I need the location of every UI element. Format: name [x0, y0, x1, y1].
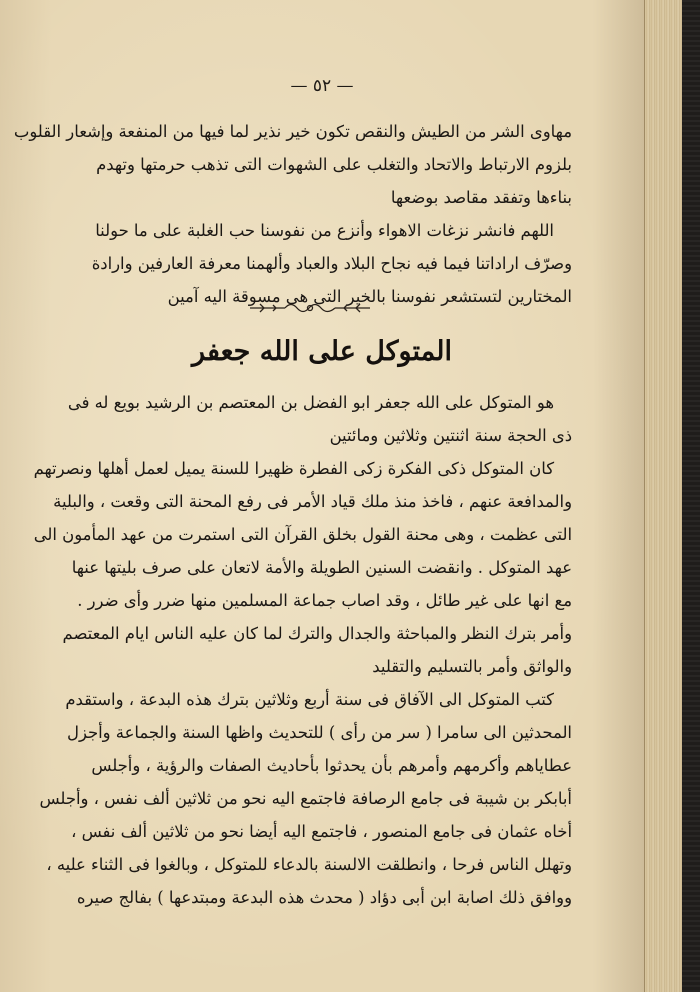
- section-divider-ornament: [245, 298, 375, 318]
- text-line: أخاه عثمان فى جامع المنصور ، فاجتمع اليه أيضا نحو من ثلاثين ألف نفس ،: [71, 822, 572, 841]
- book-spine: [682, 0, 700, 992]
- text-line: والمدافعة عنهم ، فاخذ منذ ملك قياد الأمر فى رفع المحنة التى وقعت ، والبلية: [53, 492, 572, 511]
- text-line: وصرّف اراداتنا فيما فيه نجاح البلاد والعباد وألهمنا معرفة العارفين وارادة: [91, 254, 572, 273]
- text-line: بناءها وتفقد مقاصد بوضعها: [390, 188, 572, 207]
- text-line: اللهم فانشر نزغات الاهواء وأنزع من نفوسنا حب الغلبة على ما حولنا: [95, 221, 554, 240]
- text-line: بلزوم الارتباط والاتحاد والتغلب على الشهوات التى تذهب حرمتها وتهدم: [96, 155, 572, 174]
- text-line: ووافق ذلك اصابة ابن أبى دؤاد ( محدث هذه البدعة ومبتدعها ) بفالج صيره: [76, 888, 572, 907]
- chapter-heading: المتوكل على الله جعفر: [192, 336, 452, 367]
- text-line: هو المتوكل على الله جعفر ابو الفضل بن المعتصم بن الرشيد بويع له فى: [67, 393, 554, 412]
- text-line: المحدثين الى سامرا ( سر من رأى ) للتحديث واظها السنة والجماعة وأجزل: [67, 723, 572, 742]
- text-line: عهد المتوكل . وانقضت السنين الطويلة والأمة لاتعان على صرف بليتها عنها: [71, 558, 572, 577]
- text-line: وأمر بترك النظر والمباحثة والجدال والترك لما كان عليه الناس ايام المعتصم: [62, 624, 572, 643]
- text-line: مع انها على غير طائل ، وقد اصاب جماعة المسلمين منها ضرر وأى ضرر .: [77, 591, 572, 610]
- top-paragraphs: [13, 115, 572, 313]
- page-edges: [644, 0, 683, 992]
- text-line: أبابكر بن شيبة فى جامع الرصافة فاجتمع اليه نحو من ثلاثين ألف نفس ، وأجلس: [39, 789, 572, 808]
- text-line: والواثق وأمر بالتسليم والتقليد: [372, 657, 572, 676]
- text-line: كان المتوكل ذكى الفكرة زكى الفطرة ظهيرا للسنة يميل لعمل أهلها ونصرتهم: [33, 459, 554, 478]
- text-line: مهاوى الشر من الطيش والنقص تكون خير نذير لما فيها من المنفعة وإشعار القلوب: [13, 122, 572, 141]
- text-line: المختارين لتستشعر نفوسنا بالخير التى هى مسوقة اليه آمين: [167, 287, 572, 306]
- text-line: كتب المتوكل الى الآفاق فى سنة أربع وثلاثين بترك هذه البدعة ، واستقدم: [65, 690, 554, 709]
- text-line: التى عظمت ، وهى محنة القول بخلق القرآن التى استمرت من عهد المأمون الى: [33, 525, 572, 544]
- text-line: عطاياهم وأكرمهم وأمرهم بأن يحدثوا بأحاديث الصفات والرؤية ، وأجلس: [91, 756, 572, 775]
- text-line: وتهلل الناس فرحا ، وانطلقت الالسنة بالدعاء للمتوكل ، وبالغوا فى الثناء عليه ،: [46, 855, 572, 874]
- body-paragraphs: [33, 386, 572, 914]
- page-number: — ٥٢ —: [290, 76, 354, 96]
- text-line: ذى الحجة سنة اثنتين وثلاثين ومائتين: [329, 426, 572, 445]
